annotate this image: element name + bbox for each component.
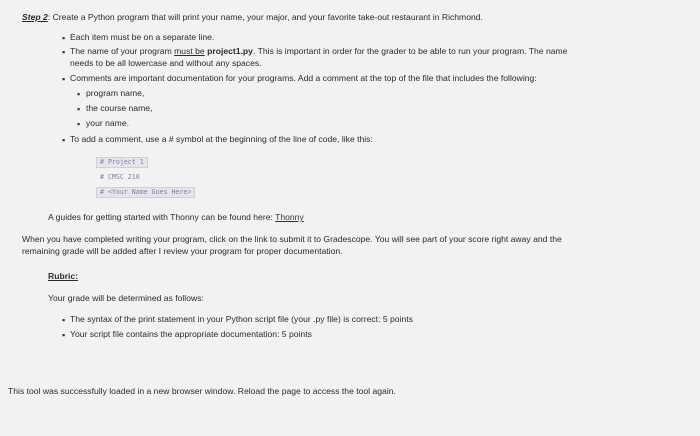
code-line-course: # CMSC 210 [100,173,140,181]
sub-bullet-dot: ▪ [77,89,81,99]
sub-bullet-program-name: program name, [86,88,145,98]
bullet-dot: ▪ [62,315,66,325]
step-label: Step 2 [22,12,48,22]
step-text: : Create a Python program that will print your name, your major, and your favorite take-out restaurant in Richmond. [47,12,483,22]
bullet-dot: ▪ [62,135,66,145]
submit-line-2: remaining grade will be added after I review your program for proper documentation. [22,246,343,256]
bullet-comments: Comments are important documentation for your programs. Add a comment at the top of the file that includes the following: [70,73,537,83]
submit-line-1: When you have completed writing your program, click on the link to submit it to Gradescope. You will see part of your score right away and the [22,234,562,244]
rubric-title: Rubric: [48,271,79,281]
bullet-dot: ▪ [62,33,66,43]
bullet-dot: ▪ [62,47,66,57]
tool-loaded-message: This tool was successfully loaded in a new browser window. Reload the page to access the tool again. [8,386,396,396]
rubric-intro: Your grade will be determined as follows: [48,293,204,303]
code-line-project: # Project 1 [96,157,148,168]
thonny-link[interactable]: Thonny [275,212,304,222]
bullet-dot: ▪ [62,330,66,340]
step-heading [22,12,483,23]
sub-bullet-your-name: your name. [86,118,129,128]
program-name-text-cont: . This is important in order for the grader to be able to run your program. The name [252,46,568,56]
bullet-dot: ▪ [62,74,66,84]
sub-bullet-course-name: the course name, [86,103,153,113]
code-line-name: # <Your Name Goes Here> [96,187,195,198]
sub-bullet-dot: ▪ [77,104,81,114]
rubric-item-syntax: The syntax of the print statement in your Python script file (your .py file) is correct: 5 points [70,314,413,324]
bullet-add-comment: To add a comment, use a # symbol at the beginning of the line of code, like this: [70,134,373,144]
filename-text: project1.py [207,46,253,56]
must-be-text: must be [174,46,205,56]
sub-bullet-dot: ▪ [77,119,81,129]
program-name-text: The name of your program [70,46,175,56]
rubric-item-documentation: Your script file contains the appropriate documentation: 5 points [70,329,312,339]
bullet-program-name-line2: needs to be all lowercase and without any spaces. [70,58,262,68]
bullet-separate-line: Each item must be on a separate line. [70,32,215,42]
bullet-program-name [70,46,567,57]
guide-sentence: A guides for getting started with Thonny can be found here: [48,212,276,222]
guide-text [48,212,304,223]
